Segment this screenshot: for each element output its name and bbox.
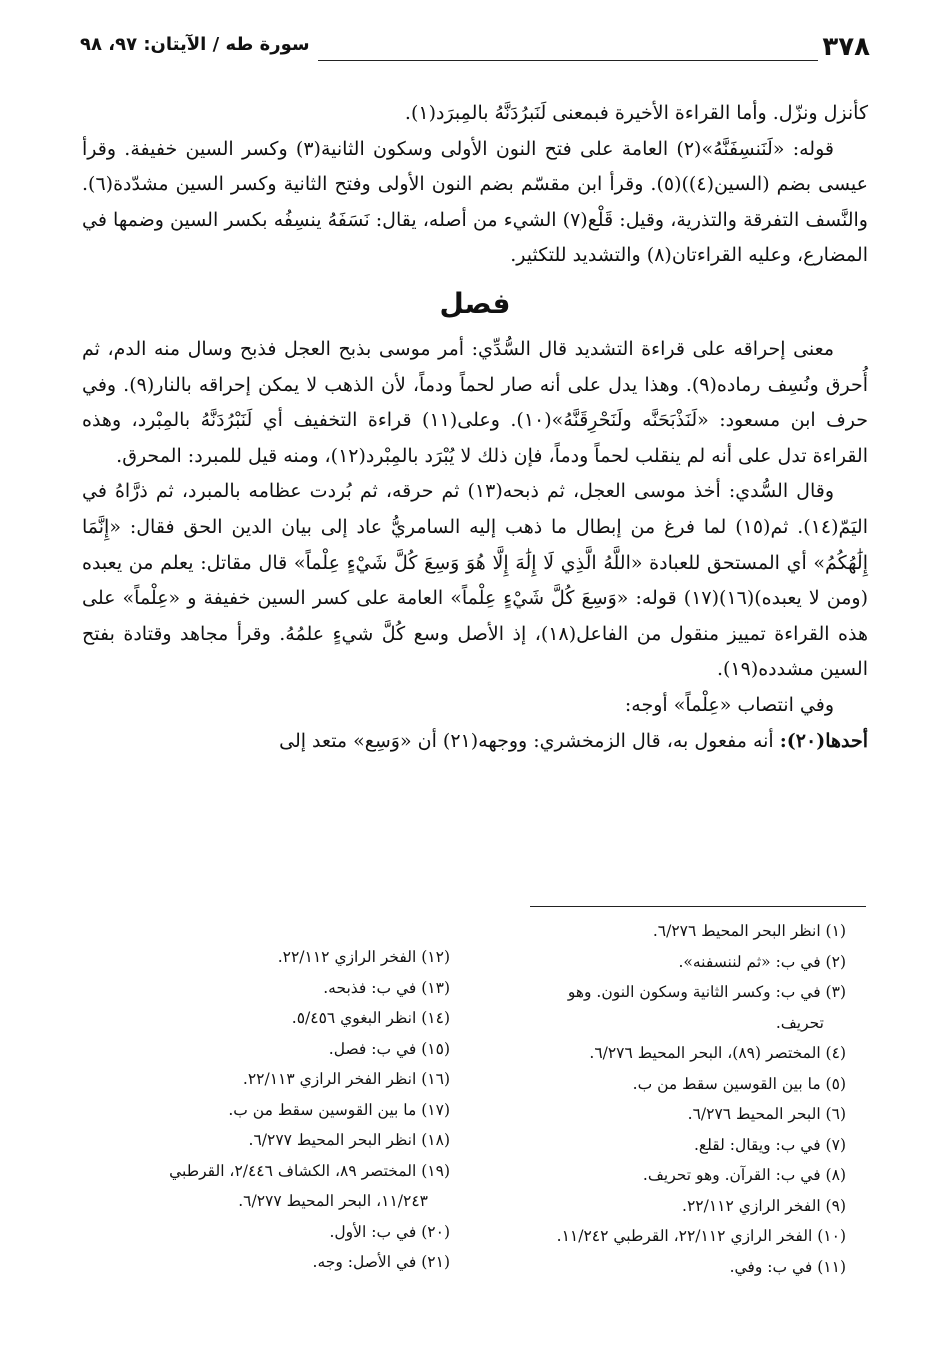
footnote: (١٣) في ب: فذبحه. bbox=[323, 978, 450, 997]
footnote: (١٠) الفخر الرازي ٢٢/١١٢، القرطبي ١١/٢٤٢. bbox=[556, 1227, 846, 1245]
header-rule bbox=[318, 60, 818, 61]
paragraph-6 bbox=[82, 724, 868, 760]
footnote: (٨) في ب: القرآن. وهو تحريف. bbox=[642, 1166, 846, 1184]
footnote: (٧) في ب: ويقال: لقلع. bbox=[693, 1135, 846, 1154]
footnote: (٢٠) في ب: الأول. bbox=[329, 1222, 450, 1241]
footnote: (١٧) ما بين القوسين سقط من ب. bbox=[228, 1100, 450, 1119]
footnote: (١) انظر البحر المحيط ٦/٢٧٦. bbox=[652, 922, 846, 940]
paragraph-1: كأنزل ونزّل. وأما القراءة الأخيرة فبمعنى لَنَبرُدَنَّهُ بالمِبرَد(١). bbox=[404, 102, 868, 124]
paragraph-4: وقال السُّدي: أخذ موسى العجل، ثم ذبحه(١٣) ثم حرقه، ثم بُردت عظامه بالمبرد، ثم ذرَّاهُ في اليَمّ(١٤). ثم(١٥) لما فرغ من إبطال ما ذهب إليه السامريُّ عاد إلى بيان الدين الحق فقال: «إِنَّمَا إِلَٰهُكُمُ» أي المستحق للعبادة «اللَّهُ الَّذِي لَا إِلَٰهَ إِلَّا هُوَ وَسِعَ كُلَّ شَيْءٍ عِلْماً» قال مقاتل: يعلم من يعبده (ومن لا يعبده)(١٦)(١٧) قوله: «وَسِعَ كُلَّ شَيْءٍ عِلْماً» العامة على كسر السين خفيفة و «عِلْماً» على هذه القراءة تمييز منقول من الفاعل(١٨)، إذ الأصل وسع كُلَّ شيءٍ علمُهُ. وقرأ مجاهد وقتادة بفتح السين مشدده(١٩). bbox=[82, 480, 868, 681]
footnote: (٢١) في الأصل: وجه. bbox=[312, 1253, 450, 1271]
footnote-continuation: تحريف. bbox=[775, 1013, 824, 1032]
footnote: (٤) المختصر (٨٩)، البحر المحيط ٦/٢٧٦. bbox=[589, 1044, 846, 1062]
first-aspect-label: أحدها(٢٠): bbox=[779, 729, 868, 752]
footnote: (٩) الفخر الرازي ٢٢/١١٢. bbox=[682, 1196, 846, 1215]
footnote: (١٨) انظر البحر المحيط ٦/٢٧٧. bbox=[248, 1131, 450, 1149]
footnote: (١١) في ب: وفي. bbox=[729, 1257, 846, 1276]
footnote: (٦) البحر المحيط ٦/٢٧٦. bbox=[687, 1105, 846, 1123]
paragraph-5: وفي انتصاب «عِلْماً» أوجه: bbox=[624, 693, 834, 716]
main-text bbox=[82, 96, 868, 759]
footnote: (٥) ما بين القوسين سقط من ب. bbox=[632, 1074, 846, 1093]
footnote-rule bbox=[530, 906, 866, 907]
footnotes-left-column bbox=[70, 942, 450, 1278]
page-number: ٣٧٨ bbox=[822, 32, 870, 62]
footnotes-right-column bbox=[476, 916, 846, 1282]
paragraph-3: معنى إحراقه على قراءة التشديد قال السُّدِّي: أمر موسى بذبح العجل فذبح وسال منه الدم، ثم أُحرق ونُسِف رماده(٩). وهذا يدل على أنه صار لحماً ودماً، لأن الذهب لا يمكن إحراقه بالنار(٩). وفي حرف ابن مسعود: «لَنَذْبَحَنَّه ولَنَحْرِقَنَّهُ»(١٠). وعلى(١١) قراءة التخفيف أي لَنَبْرُدَنَّهُ بالمِبْرد، وهذه القراءة تدل على أنه لم ينقلب لحماً ودماً، فإن ذلك لا يُبْرَد بالمِبْرد(١٢)، ومنه قيل للمبرد: المحرق. bbox=[82, 337, 868, 467]
footnote-continuation: ١١/٢٤٣، البحر المحيط ٦/٢٧٧. bbox=[238, 1192, 428, 1210]
surah-title: سورة طه / الآيتان: ٩٧، ٩٨ bbox=[80, 34, 310, 55]
footnote: (٢) في ب: «ثم لننسفنه». bbox=[678, 952, 846, 971]
footnote: (١٩) المختصر ٨٩، الكشاف ٢/٤٤٦، القرطبي bbox=[169, 1161, 450, 1180]
paragraph-2: قوله: «لَنَنسِفَنَّهُ»(٢) العامة على فتح النون الأولى وسكون الثانية(٣) وكسر السين خفيفة. وقرأ عيسى بضم (السين(٤))(٥). وقرأ ابن مقسّم بضم النون الأولى وفتح الثانية وكسر السين مشدّدة(٦). والنَّسف التفرقة والتذرية، وقيل: قَلْع(٧) الشيء من أصله، يقال: نَسَفَهُ ينسِفُه بكسر السين وضمها في المضارع، وعليه القراءتان(٨) والتشديد للتكثير. bbox=[82, 137, 868, 267]
section-heading: فصل bbox=[439, 286, 511, 320]
footnote: (١٥) في ب: فصل. bbox=[328, 1039, 450, 1058]
footnote: (١٦) انظر الفخر الرازي ٢٢/١١٣. bbox=[242, 1070, 450, 1088]
footnote: (١٢) الفخر الرازي ٢٢/١١٢. bbox=[277, 948, 450, 966]
first-aspect-text: أنه مفعول به، قال الزمخشري: ووجهه(٢١) أن «وَسِع» متعد إلى bbox=[279, 729, 780, 752]
page-header bbox=[80, 32, 870, 68]
footnote: (١٤) انظر البغوي ٥/٤٥٦. bbox=[291, 1009, 450, 1027]
footnote: (٣) في ب: وكسر الثانية وسكون النون. وهو bbox=[567, 983, 846, 1001]
